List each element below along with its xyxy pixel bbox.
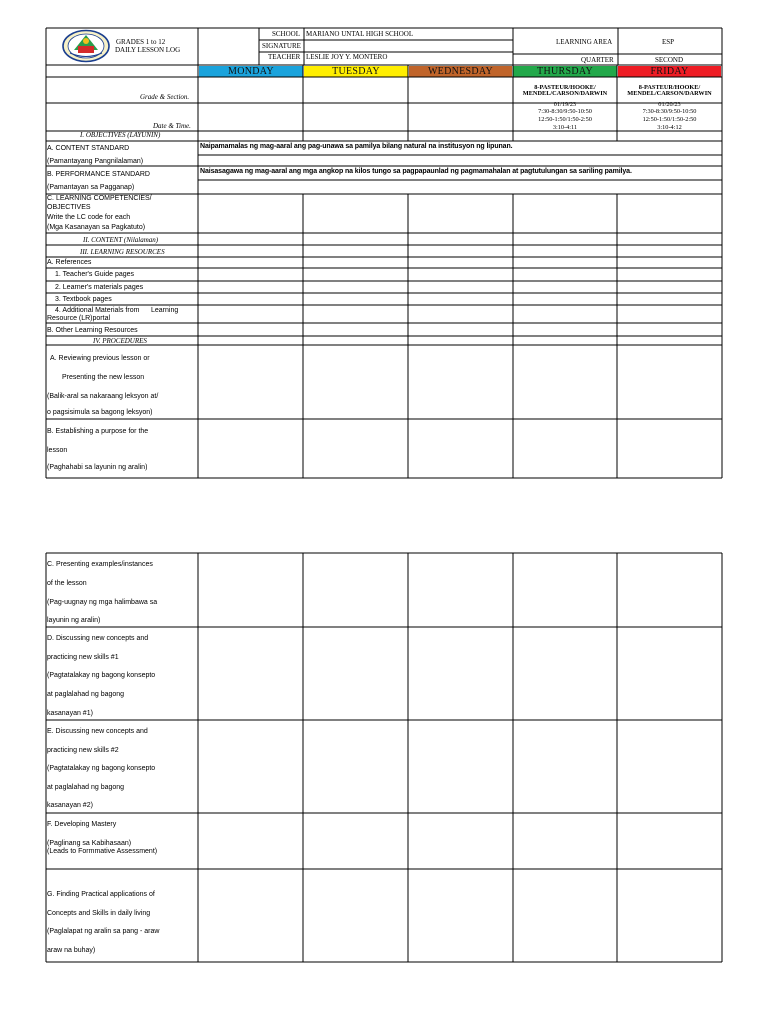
proc-d-line-2: practicing new skills #1 — [47, 654, 119, 661]
learning-area-value: ESP — [662, 38, 675, 46]
proc-e-line-2: practicing new skills #2 — [47, 747, 119, 754]
proc-d-line-4: at paglalahad ng bagong — [47, 691, 125, 698]
teacher-label: TEACHER — [268, 53, 301, 61]
content-heading: II. CONTENT (Nilalaman) — [83, 236, 159, 244]
lr-portal-label: Resource (LR)portal — [47, 315, 111, 322]
thursday-date: 01/19/23 — [553, 101, 577, 108]
day-thursday: THURSDAY — [537, 66, 593, 77]
thursday-time-2: 12:50-1:50/1:50-2:50 — [538, 116, 592, 123]
proc-a-line-3: (Balik-aral sa nakaraang leksyon at/ — [47, 393, 159, 400]
objectives-heading: I. OBJECTIVES (LAYUNIN) — [80, 131, 161, 139]
teacher-value: LESLIE JOY Y. MONTERO — [306, 53, 388, 61]
school-value: MARIANO UNTAL HIGH SCHOOL — [306, 30, 414, 38]
proc-b-line-3: (Paghahabi sa layunin ng aralin) — [47, 464, 148, 471]
content-standard-text: Naipamamalas ng mag-aaral ang pag-unawa sa pamilya bilang natural na institusyon ng lipunan. — [200, 143, 513, 150]
signature-label: SIGNATURE — [262, 42, 301, 50]
thursday-section-a: 8-PASTEUR/HOOKE/ — [534, 84, 596, 91]
proc-g-line-4: araw na buhay) — [47, 947, 96, 954]
proc-g-line-3: (Paglalapat ng aralin sa pang - araw — [47, 928, 160, 935]
friday-time-3: 3:10-4:12 — [657, 124, 682, 131]
thursday-section-b: MENDEL/CARSON/DARWIN — [522, 90, 608, 97]
grades-label: GRADES 1 to 12 — [116, 38, 166, 46]
competencies-line-2: OBJECTIVES — [47, 204, 91, 211]
tg-pages-label: 1. Teacher's Guide pages — [55, 271, 135, 278]
thursday-time-3: 3:10-4:11 — [552, 124, 578, 131]
lm-pages-label: 2. Learner's materials pages — [55, 284, 144, 291]
date-time-label: Date & Time. — [153, 122, 191, 130]
friday-date: 01/20/23 — [658, 101, 681, 108]
friday-section-a: 8-PASTEUR/HOOKE/ — [638, 84, 701, 91]
day-monday: MONDAY — [228, 66, 274, 77]
performance-standard-label: B. PERFORMANCE STANDARD — [47, 171, 150, 178]
proc-g-line-2: Concepts and Skills in daily living — [47, 910, 151, 917]
quarter-value: SECOND — [655, 56, 684, 64]
proc-f-line-1: F. Developing Mastery — [47, 821, 117, 828]
school-label: SCHOOL — [272, 30, 301, 38]
friday-time-1: 7:30-8:30/9:50-10:50 — [642, 108, 697, 115]
proc-e-line-1: E. Discussing new concepts and — [47, 728, 148, 735]
proc-a-line-4: o pagsisimula sa bagong leksyon) — [47, 409, 153, 416]
proc-c-line-4: layunin ng aralin) — [47, 617, 101, 624]
proc-d-line-5: kasanayan #1) — [47, 710, 93, 717]
proc-b-line-2: lesson — [47, 447, 68, 454]
proc-b-line-1: B. Establishing a purpose for the — [47, 428, 149, 435]
competencies-line-1: C. LEARNING COMPETENCIES/ — [47, 195, 152, 202]
proc-f-line-2: (Paglinang sa Kabihasaan) — [47, 840, 132, 847]
deped-seal-logo — [60, 29, 112, 63]
additional-materials-label: 4. Additional Materials from — [55, 307, 140, 314]
proc-c-line-1: C. Presenting examples/instances — [47, 561, 153, 568]
content-standard-label: A. CONTENT STANDARD — [47, 145, 130, 152]
proc-a-line-2: Presenting the new lesson — [62, 374, 145, 381]
textbook-pages-label: 3. Textbook pages — [55, 296, 112, 303]
day-tuesday: TUESDAY — [332, 66, 380, 77]
proc-c-line-3: (Pag-uugnay ng mga halimbawa sa — [47, 599, 158, 606]
performance-standard-fil: (Pamantayan sa Pagganap) — [47, 184, 135, 191]
proc-d-line-3: (Pagtatalakay ng bagong konsepto — [47, 672, 156, 679]
additional-materials-label-b: Learning — [151, 307, 179, 314]
resources-heading: III. LEARNING RESOURCES — [80, 248, 165, 256]
proc-d-line-1: D. Discussing new concepts and — [47, 635, 149, 642]
proc-e-line-5: kasanayan #2) — [47, 802, 93, 809]
thursday-time-1: 7:30-8:30/9:50-10:50 — [538, 108, 592, 115]
other-resources-label: B. Other Learning Resources — [47, 327, 138, 334]
content-standard-fil: (Pamantayang Pangnilalaman) — [47, 158, 144, 165]
proc-e-line-3: (Pagtatalakay ng bagong konsepto — [47, 765, 156, 772]
proc-g-line-1: G. Finding Practical applications of — [47, 891, 155, 898]
proc-e-line-4: at paglalahad ng bagong — [47, 784, 125, 791]
friday-time-2: 12:50-1:50/1:50-2:50 — [642, 116, 697, 123]
log-title: DAILY LESSON LOG — [115, 46, 181, 54]
day-wednesday: WEDNESDAY — [427, 66, 494, 77]
proc-c-line-2: of the lesson — [47, 580, 87, 587]
procedures-heading: IV. PROCEDURES — [93, 337, 147, 345]
proc-f-line-3: (Leads to Formmative Assessment) — [47, 848, 158, 855]
learning-area-label: LEARNING AREA — [556, 38, 613, 46]
performance-standard-text: Naisasagawa ng mag-aaral ang mga angkop na kilos tungo sa pagpapaunlad ng pagmamahalan at pagtutulungan sa sariling pamilya. — [200, 168, 632, 175]
day-friday: FRIDAY — [650, 66, 689, 77]
grade-section-label: Grade & Section. — [140, 93, 190, 101]
friday-section-b: MENDEL/CARSON/DARWIN — [627, 90, 712, 97]
quarter-label: QUARTER — [581, 56, 614, 64]
references-label: A. References — [47, 259, 92, 266]
proc-a-line-1: A. Reviewing previous lesson or — [50, 355, 150, 362]
competencies-line-3: Write the LC code for each — [47, 214, 131, 221]
competencies-line-4: (Mga Kasanayan sa Pagkatuto) — [47, 224, 146, 231]
